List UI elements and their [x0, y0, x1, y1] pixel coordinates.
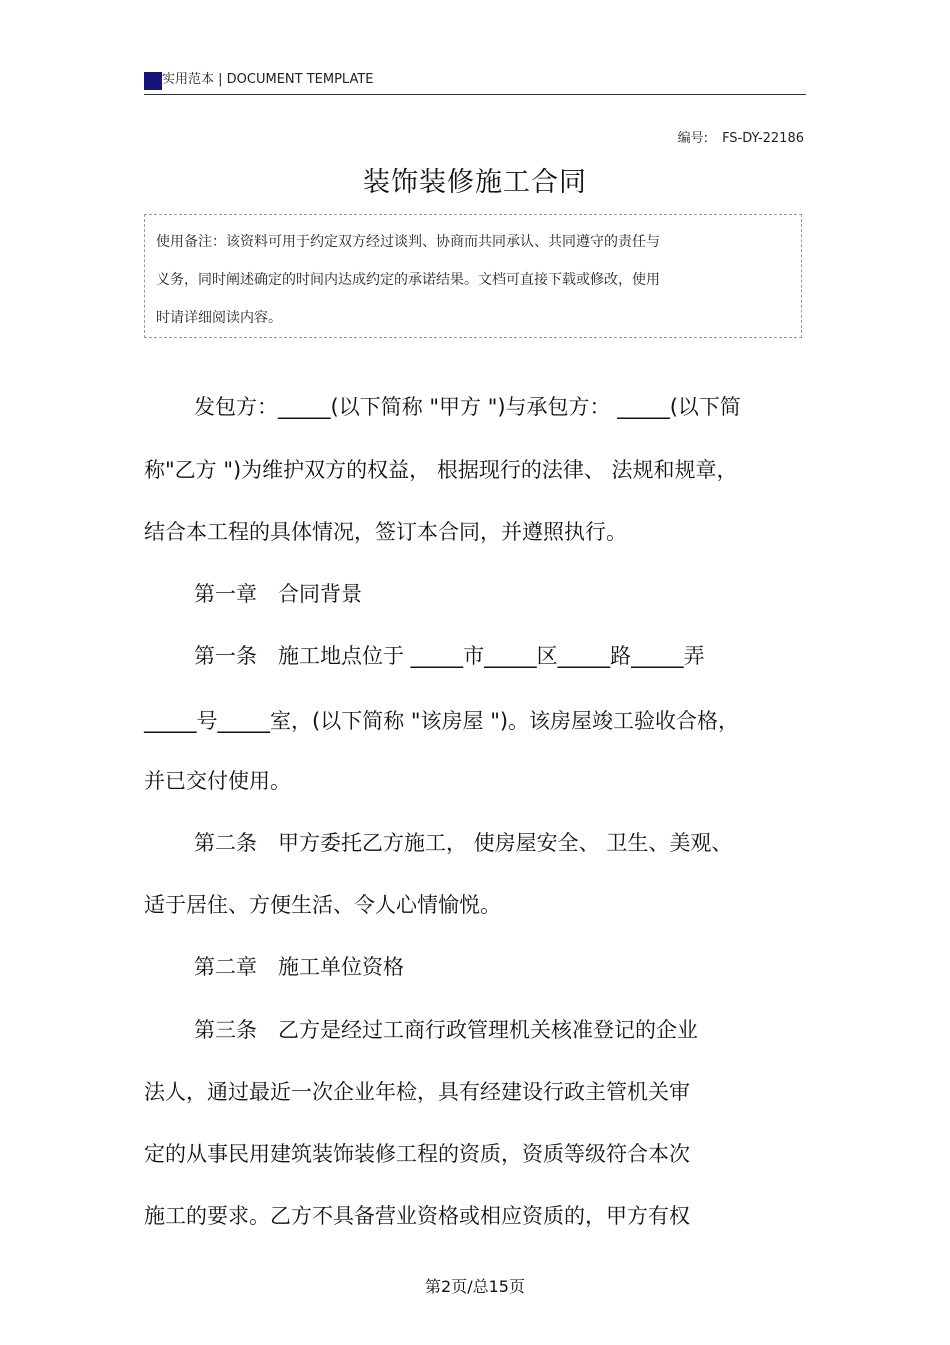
document-title: 装饰装修施工合同 [363, 167, 587, 198]
paragraph-line: 发包方：_____(以下简称 "甲方 ")与承包方： _____(以下简 [194, 395, 741, 419]
document-number-value: FS-DY-22186 [722, 131, 804, 146]
paragraph-line: 第一条 施工地点位于 _____市_____区_____路_____弄 [194, 644, 705, 668]
document-number [678, 127, 804, 146]
chapter-heading: 第一章 合同背景 [194, 582, 362, 606]
document-header [144, 68, 806, 95]
usage-note-box [144, 214, 802, 338]
paragraph-line: 并已交付使用。 [144, 769, 291, 793]
paragraph-line: 结合本工程的具体情况，签订本合同，并遵照执行。 [144, 520, 627, 544]
paragraph-line: 法人，通过最近一次企业年检，具有经建设行政主管机关审 [144, 1080, 690, 1104]
usage-note-line: 时请详细阅读内容。 [156, 310, 282, 326]
header-label: 实用范本 | DOCUMENT TEMPLATE [162, 72, 374, 87]
paragraph-line: 第二条 甲方委托乙方施工， 使房屋安全、 卫生、美观、 [194, 831, 733, 855]
paragraph-line: 第三条 乙方是经过工商行政管理机关核准登记的企业 [194, 1018, 698, 1042]
paragraph-line: _____号_____室，(以下简称 "该房屋 ")。该房屋竣工验收合格， [144, 709, 740, 733]
usage-note-line: 使用备注：该资料可用于约定双方经过谈判、协商而共同承认、共同遵守的责任与 [156, 234, 660, 250]
page-indicator: 第2页/总15页 [425, 1277, 525, 1296]
usage-note-line: 义务，同时阐述确定的时间内达成约定的承诺结果。文档可直接下载或修改，使用 [156, 272, 660, 288]
paragraph-line: 施工的要求。乙方不具备营业资格或相应资质的，甲方有权 [144, 1204, 690, 1228]
document-number-label: 编号: [677, 131, 709, 146]
brand-square-icon [144, 72, 162, 90]
paragraph-line: 适于居住、方便生活、令人心情愉悦。 [144, 893, 501, 917]
chapter-heading: 第二章 施工单位资格 [194, 955, 404, 979]
paragraph-line: 定的从事民用建筑装饰装修工程的资质，资质等级符合本次 [144, 1142, 690, 1166]
paragraph-line: 称"乙方 ")为维护双方的权益， 根据现行的法律、 法规和规章， [144, 458, 738, 482]
